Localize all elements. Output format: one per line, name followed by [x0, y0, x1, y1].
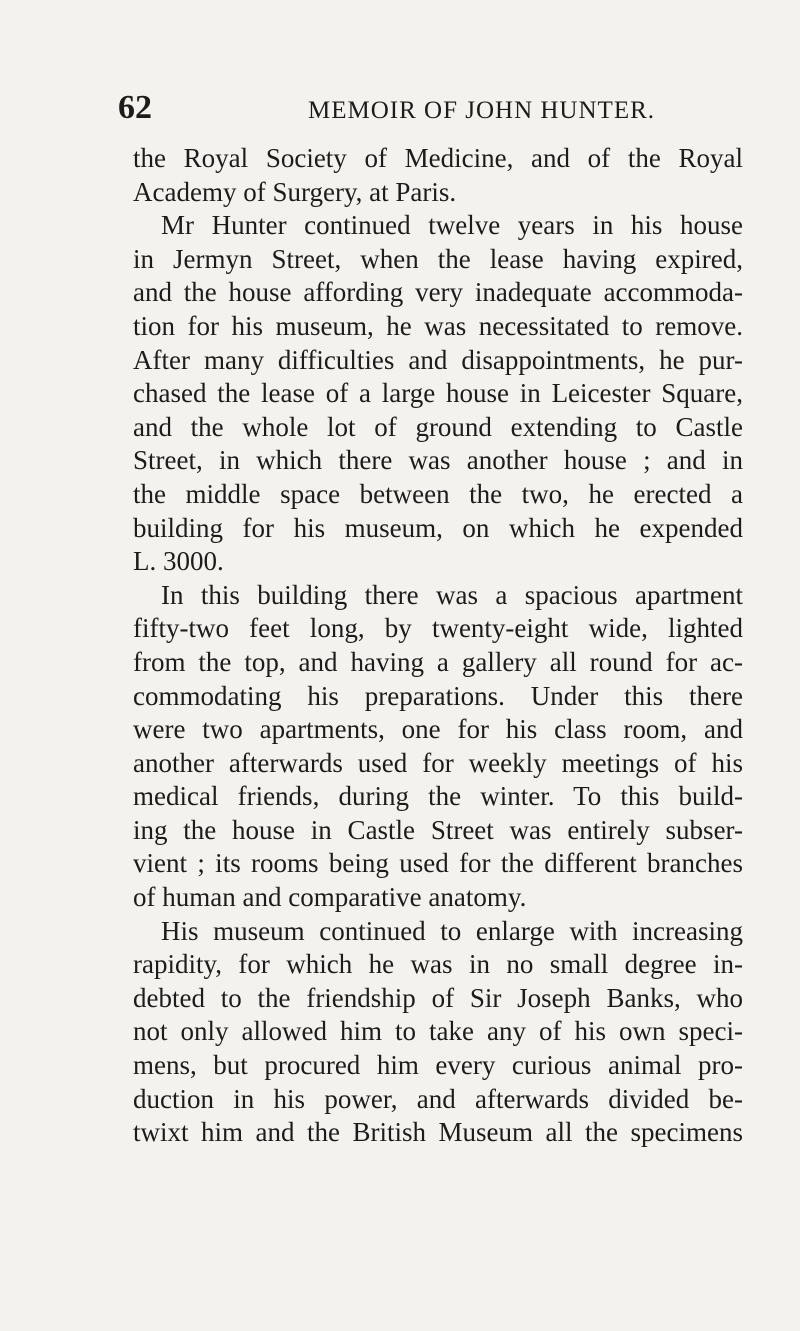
text-line: His museum continued to enlarge with increasing — [161, 915, 743, 946]
text-line: medical friends, during the winter. To this build- — [133, 781, 743, 812]
page-number: 62 — [118, 89, 152, 126]
body-text — [133, 142, 743, 1150]
text-line: Academy of Surgery, at Paris. — [133, 176, 457, 207]
text-line: In this building there was a spacious apartment — [161, 579, 743, 610]
text-line: and the house affording very inadequate accommoda- — [133, 277, 743, 308]
text-line: debted to the friendship of Sir Joseph Banks, who — [133, 982, 743, 1013]
text-line: in Jermyn Street, when the lease having expired, — [133, 243, 743, 274]
text-line: twixt him and the British Museum all the specimens — [133, 1117, 743, 1148]
text-line: Street, in which there was another house ; and in — [133, 445, 743, 476]
text-line: fifty-two feet long, by twenty-eight wide, lighted — [133, 613, 743, 644]
text-line: of human and comparative anatomy. — [133, 882, 527, 913]
text-line: tion for his museum, he was necessitated to remove. — [133, 310, 743, 341]
text-line: were two apartments, one for his class room, and — [133, 714, 743, 745]
text-line: L. 3000. — [133, 546, 224, 577]
text-line: the middle space between the two, he erected a — [133, 478, 743, 509]
text-line: building for his museum, on which he expended — [133, 512, 743, 543]
text-line: another afterwards used for weekly meetings of his — [133, 747, 743, 778]
text-line: chased the lease of a large house in Leicester Square, — [133, 378, 743, 409]
text-line: commodating his preparations. Under this there — [133, 680, 743, 711]
text-line: the Royal Society of Medicine, and of the Royal — [133, 143, 743, 173]
text-line: and the whole lot of ground extending to Castle — [133, 411, 743, 442]
text-line: Mr Hunter continued twelve years in his house — [161, 210, 743, 241]
text-line: mens, but procured him every curious animal pro- — [133, 1050, 743, 1081]
text-line: vient ; its rooms being used for the different branches — [133, 848, 743, 879]
text-line: not only allowed him to take any of his own speci- — [133, 1016, 743, 1047]
running-head: MEMOIR OF JOHN HUNTER. — [308, 97, 656, 124]
text-line: from the top, and having a gallery all round for ac- — [133, 646, 743, 677]
text-line: duction in his power, and afterwards divided be- — [133, 1083, 743, 1114]
page-header — [118, 88, 722, 128]
text-line: ing the house in Castle Street was entirely subser- — [133, 814, 743, 845]
text-line: After many difficulties and disappointments, he pur- — [133, 344, 743, 375]
text-line: rapidity, for which he was in no small degree in- — [133, 949, 743, 980]
